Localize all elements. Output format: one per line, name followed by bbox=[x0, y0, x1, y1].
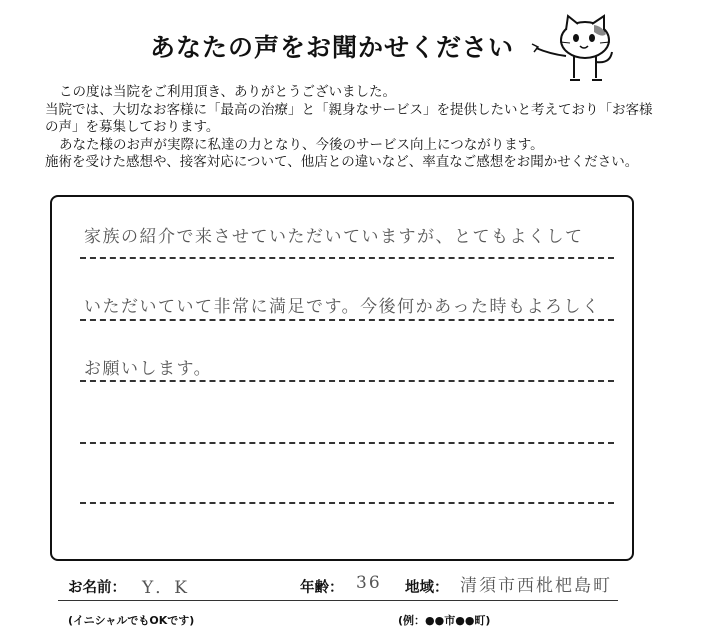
age-label: 年齢： bbox=[300, 580, 344, 596]
comment-line-3: お願いします。 bbox=[84, 359, 213, 379]
comment-rule bbox=[80, 502, 614, 504]
name-label: お名前： bbox=[68, 580, 126, 596]
comment-rule bbox=[80, 380, 614, 382]
comment-rule bbox=[80, 442, 614, 444]
intro-line-4: 施術を受けた感想や、接客対応について、他店との違いなど、率直なご感想をお聞かせください。 bbox=[45, 154, 639, 170]
area-note: (例：●●市●●町) bbox=[398, 614, 491, 627]
comment-box bbox=[50, 195, 634, 561]
name-value: Y．K bbox=[142, 578, 189, 598]
age-value: 36 bbox=[356, 573, 382, 593]
area-label: 地域： bbox=[405, 580, 449, 596]
comment-rule bbox=[80, 319, 614, 321]
intro-line-1: この度は当院をご利用頂き、ありがとうございました。 bbox=[59, 84, 396, 100]
comment-line-2: いただいていて非常に満足です。今後何かあった時もよろしく bbox=[84, 297, 601, 317]
intro-line-2: 当院では、大切なお客様に「最高の治療」と「親身なサービス」を提供したいと考えており「お客様の声」を募集しております。 bbox=[45, 101, 653, 135]
cat-mascot-icon bbox=[530, 14, 625, 86]
intro-text bbox=[45, 84, 665, 172]
comment-rule bbox=[80, 257, 614, 259]
name-note: (イニシャルでもOKです) bbox=[68, 614, 195, 627]
comment-line-1: 家族の紹介で来させていただいていますが、とてもよくして bbox=[84, 227, 584, 247]
area-value: 清須市西枇杷島町 bbox=[460, 576, 612, 596]
page-title: あなたの声をお聞かせください bbox=[150, 33, 515, 62]
intro-line-3: あなた様のお声が実際に私達の力となり、今後のサービス向上につながります。 bbox=[59, 136, 544, 153]
field-divider bbox=[58, 600, 618, 601]
